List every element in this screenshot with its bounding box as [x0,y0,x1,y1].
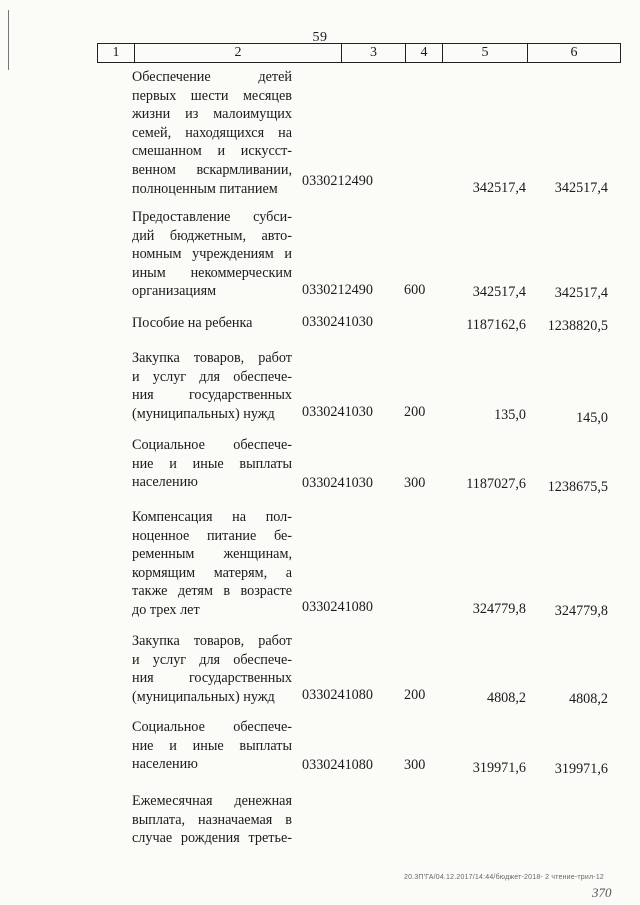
name-line: ния государственных [132,387,292,404]
row-name [132,208,292,301]
row-code: 0330241030 [302,404,373,420]
name-line: Компенсация на пол- [132,509,292,525]
page-number: 59 [312,30,328,45]
row-type: 600 [404,282,426,298]
name-line: населению [132,756,198,773]
name-line: ременным женщинам, [132,546,292,563]
row-code: 0330241080 [302,687,373,703]
header-col-1: 1 [112,45,120,60]
name-line: номным учреждениям и [132,246,292,263]
name-line: до трех лет [132,601,200,618]
row-name [132,508,292,620]
name-line: населению [132,474,198,491]
name-line: Предоставление субси- [132,209,292,225]
row-name [132,68,292,198]
row-type: 300 [404,757,426,773]
row-type: 200 [404,687,426,703]
sheet-number: 370 [592,885,612,900]
row-type: 300 [404,475,426,491]
name-line: выплата, назначаемая в [132,811,292,828]
row-code: 0330212490 [302,282,373,298]
row-value-1: 342517,4 [472,284,526,300]
name-line: иным некоммерческим [132,264,292,281]
name-line: дий бюджетным, авто- [132,227,292,244]
row-value-2: 342517,4 [554,180,608,196]
table-header [97,43,621,63]
row-value-1: 324779,8 [472,601,526,617]
row-name [132,792,292,848]
name-line: ния государственных [132,670,292,687]
row-code: 0330241030 [302,475,373,491]
name-line: ние и иные выплаты [132,455,292,472]
row-value-1: 135,0 [494,407,526,423]
row-code: 0330241030 [302,314,373,330]
header-col-5: 5 [442,44,527,62]
row-value-2: 145,0 [576,410,608,426]
row-code: 0330212490 [302,173,373,189]
name-line: (муниципальных) нужд [132,405,275,422]
header-col-6: 6 [527,44,620,62]
name-line: венном вскармливании, [132,161,292,178]
name-line: и услуг для обеспече- [132,368,292,385]
row-value-1: 1187027,6 [466,476,526,492]
name-line: смешанном и искусст- [132,143,292,160]
row-name [132,436,292,492]
row-value-1: 319971,6 [472,760,526,776]
name-line: Ежемесячная денежная [132,793,292,809]
row-value-2: 342517,4 [554,285,608,301]
row-code: 0330241080 [302,757,373,773]
name-line: первых шести месяцев [132,87,292,104]
row-value-1: 342517,4 [472,180,526,196]
row-value-2: 4808,2 [568,691,608,707]
row-value-2: 1238675,5 [547,479,608,495]
name-line: ние и иные выплаты [132,737,292,754]
row-value-2: 319971,6 [554,761,608,777]
name-line: случае рождения третье- [132,830,292,847]
name-line: жизни из малоимущих [132,106,292,123]
header-col-4: 4 [405,44,442,62]
row-value-1: 1187162,6 [466,317,526,333]
row-value-2: 1238820,5 [547,318,608,334]
row-name [132,314,292,333]
name-line: и услуг для обеспече- [132,651,292,668]
row-name [132,718,292,774]
name-line: семей, находящихся на [132,124,292,141]
name-line: Пособие на ребенка [132,315,253,331]
header-col-2: 2 [134,44,341,62]
name-line: Закупка товаров, работ [132,633,292,649]
name-line: также детям в возрасте [132,583,292,600]
name-line: Закупка товаров, работ [132,350,292,366]
row-value-1: 4808,2 [486,690,526,706]
row-code: 0330241080 [302,599,373,615]
name-line: Социальное обеспече- [132,437,292,453]
name-line: кормящим матерям, а [132,564,292,581]
name-line: Социальное обеспече- [132,719,292,735]
name-line: Обеспечение детей [132,69,292,85]
header-col-3: 3 [341,44,405,62]
row-name [132,349,292,423]
name-line: организациям [132,283,217,300]
row-value-2: 324779,8 [554,603,608,619]
name-line: ноценное питание бе- [132,527,292,544]
name-line: полноценным питанием [132,180,278,197]
row-type: 200 [404,404,426,420]
row-name [132,632,292,706]
name-line: (муниципальных) нужд [132,688,275,705]
document-stamp: 20.3П'ГА/04.12.2017/14:44/бюджет-2018- 2 чтение-трил-12 [404,874,605,881]
